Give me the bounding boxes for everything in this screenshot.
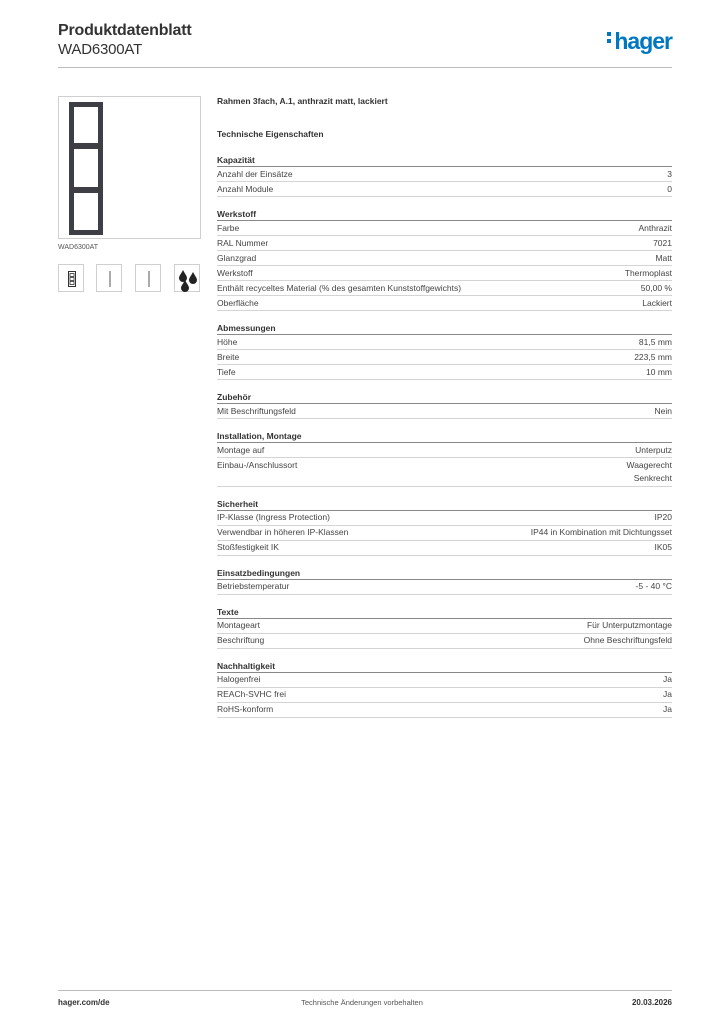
spec-label: Montage auf: [217, 444, 265, 455]
spec-value: 7021: [653, 237, 672, 248]
spec-value: 223,5 mm: [634, 351, 672, 362]
product-frame-image: [59, 97, 200, 238]
spec-label: Breite: [217, 351, 240, 362]
section-title: Texte: [217, 605, 672, 619]
section-title: Zubehör: [217, 390, 672, 404]
spec-row: [217, 541, 672, 556]
spec-row: [217, 236, 672, 251]
section-title: Sicherheit: [217, 497, 672, 511]
spec-label: Betriebstemperatur: [217, 581, 290, 591]
spec-row: [217, 634, 672, 649]
spec-value: Ja: [663, 674, 672, 684]
product-description: Rahmen 3fach, A.1, anthrazit matt, lackiert: [217, 96, 388, 106]
section-title: Einsatzbedingungen: [217, 566, 672, 580]
spec-label: Farbe: [217, 222, 240, 233]
spec-row: [217, 619, 672, 634]
footer-website: hager.com/de: [58, 998, 110, 1007]
spec-value: Anthrazit: [638, 222, 672, 233]
spec-section: [217, 659, 672, 718]
spec-label: Glanzgrad: [217, 252, 257, 263]
spec-row: [217, 580, 672, 595]
spec-row: [217, 404, 672, 419]
footer-disclaimer: Technische Änderungen vorbehalten: [301, 998, 423, 1007]
product-image-caption: WAD6300AT: [58, 244, 99, 251]
footer-divider: [58, 990, 672, 991]
hager-logo: [607, 28, 672, 55]
spec-label: Halogenfrei: [217, 674, 261, 684]
spec-row: [217, 458, 672, 487]
spec-row: [217, 251, 672, 266]
spec-section: [217, 390, 672, 419]
spec-value: Ja: [663, 704, 672, 714]
spec-row: [217, 526, 672, 541]
product-specifications: [217, 96, 672, 718]
spec-label: Anzahl Module: [217, 183, 274, 194]
spec-label: Beschriftung: [217, 635, 265, 645]
water-drops-icon: [174, 264, 200, 292]
spec-value: -5 - 40 °C: [635, 581, 672, 591]
spec-label: Tiefe: [217, 366, 236, 377]
frame-3fach-icon: [58, 264, 84, 292]
spec-value: Für Unterputzmontage: [586, 620, 672, 630]
spec-section: [217, 429, 672, 487]
vertical-line-icon: [135, 264, 161, 292]
spec-label: IP-Klasse (Ingress Protection): [217, 512, 330, 522]
spec-row: [217, 266, 672, 281]
product-image: [58, 96, 201, 239]
spec-row: [217, 167, 672, 182]
spec-section: [217, 153, 672, 197]
spec-value: Unterputz: [635, 444, 672, 455]
spec-value: IP44 in Kombination mit Dichtungsset: [530, 527, 672, 537]
section-title: Abmessungen: [217, 321, 672, 335]
spec-section: [217, 497, 672, 556]
spec-label: Montageart: [217, 620, 260, 630]
spec-row: [217, 673, 672, 688]
spec-row: [217, 296, 672, 311]
spec-row: [217, 443, 672, 458]
product-symbols: [58, 264, 201, 292]
header-divider: [58, 67, 672, 68]
logo-dots-icon: [607, 32, 612, 46]
spec-sections: [217, 153, 672, 718]
spec-value: 81,5 mm: [638, 336, 672, 347]
spec-value: Thermoplast: [624, 267, 672, 278]
spec-label: Werkstoff: [217, 267, 253, 278]
spec-value: Waagerecht Senkrecht: [626, 459, 672, 483]
spec-row: [217, 688, 672, 703]
spec-value: Ja: [663, 689, 672, 699]
spec-label: Einbau-/Anschlussort: [217, 459, 298, 470]
spec-value: Ohne Beschriftungsfeld: [583, 635, 672, 645]
section-title: Werkstoff: [217, 207, 672, 221]
spec-value: Nein: [654, 405, 672, 416]
spec-label: RAL Nummer: [217, 237, 269, 248]
spec-label: Mit Beschriftungsfeld: [217, 405, 296, 416]
spec-row: [217, 365, 672, 380]
spec-value: Lackiert: [642, 297, 672, 308]
spec-row: [217, 182, 672, 197]
spec-label: RoHS-konform: [217, 704, 274, 714]
section-title: Nachhaltigkeit: [217, 659, 672, 673]
spec-row: [217, 703, 672, 718]
footer-date: 20.03.2026: [631, 998, 672, 1007]
product-code: WAD6300AT: [58, 41, 143, 58]
spec-section: [217, 566, 672, 595]
logo-text: hager: [614, 28, 672, 54]
spec-value: IK05: [654, 542, 672, 552]
spec-row: [217, 335, 672, 350]
spec-label: Höhe: [217, 336, 238, 347]
spec-label: REACh-SVHC frei: [217, 689, 286, 699]
spec-row: [217, 511, 672, 526]
spec-label: Verwendbar in höheren IP-Klassen: [217, 527, 349, 537]
spec-section: [217, 207, 672, 311]
spec-row: [217, 281, 672, 296]
spec-value: IP20: [654, 512, 672, 522]
spec-value: 50,00 %: [640, 282, 672, 293]
technical-properties-heading: Technische Eigenschaften: [217, 129, 324, 139]
spec-label: Oberfläche: [217, 297, 259, 308]
page-header: [58, 22, 672, 70]
vertical-line-icon: [96, 264, 122, 292]
spec-row: [217, 350, 672, 365]
spec-label: Anzahl der Einsätze: [217, 168, 293, 179]
spec-section: [217, 605, 672, 649]
spec-value: Matt: [655, 252, 672, 263]
spec-section: [217, 321, 672, 380]
spec-label: Enthält recyceltes Material (% des gesamten Kunststoffgewichts): [217, 282, 462, 293]
spec-value: 10 mm: [646, 366, 672, 377]
document-title: Produktdatenblatt: [58, 22, 192, 39]
section-title: Installation, Montage: [217, 429, 672, 443]
spec-row: [217, 221, 672, 236]
spec-value: 0: [667, 183, 672, 194]
section-title: Kapazität: [217, 153, 672, 167]
spec-value: 3: [667, 168, 672, 179]
spec-label: Stoßfestigkeit IK: [217, 542, 279, 552]
